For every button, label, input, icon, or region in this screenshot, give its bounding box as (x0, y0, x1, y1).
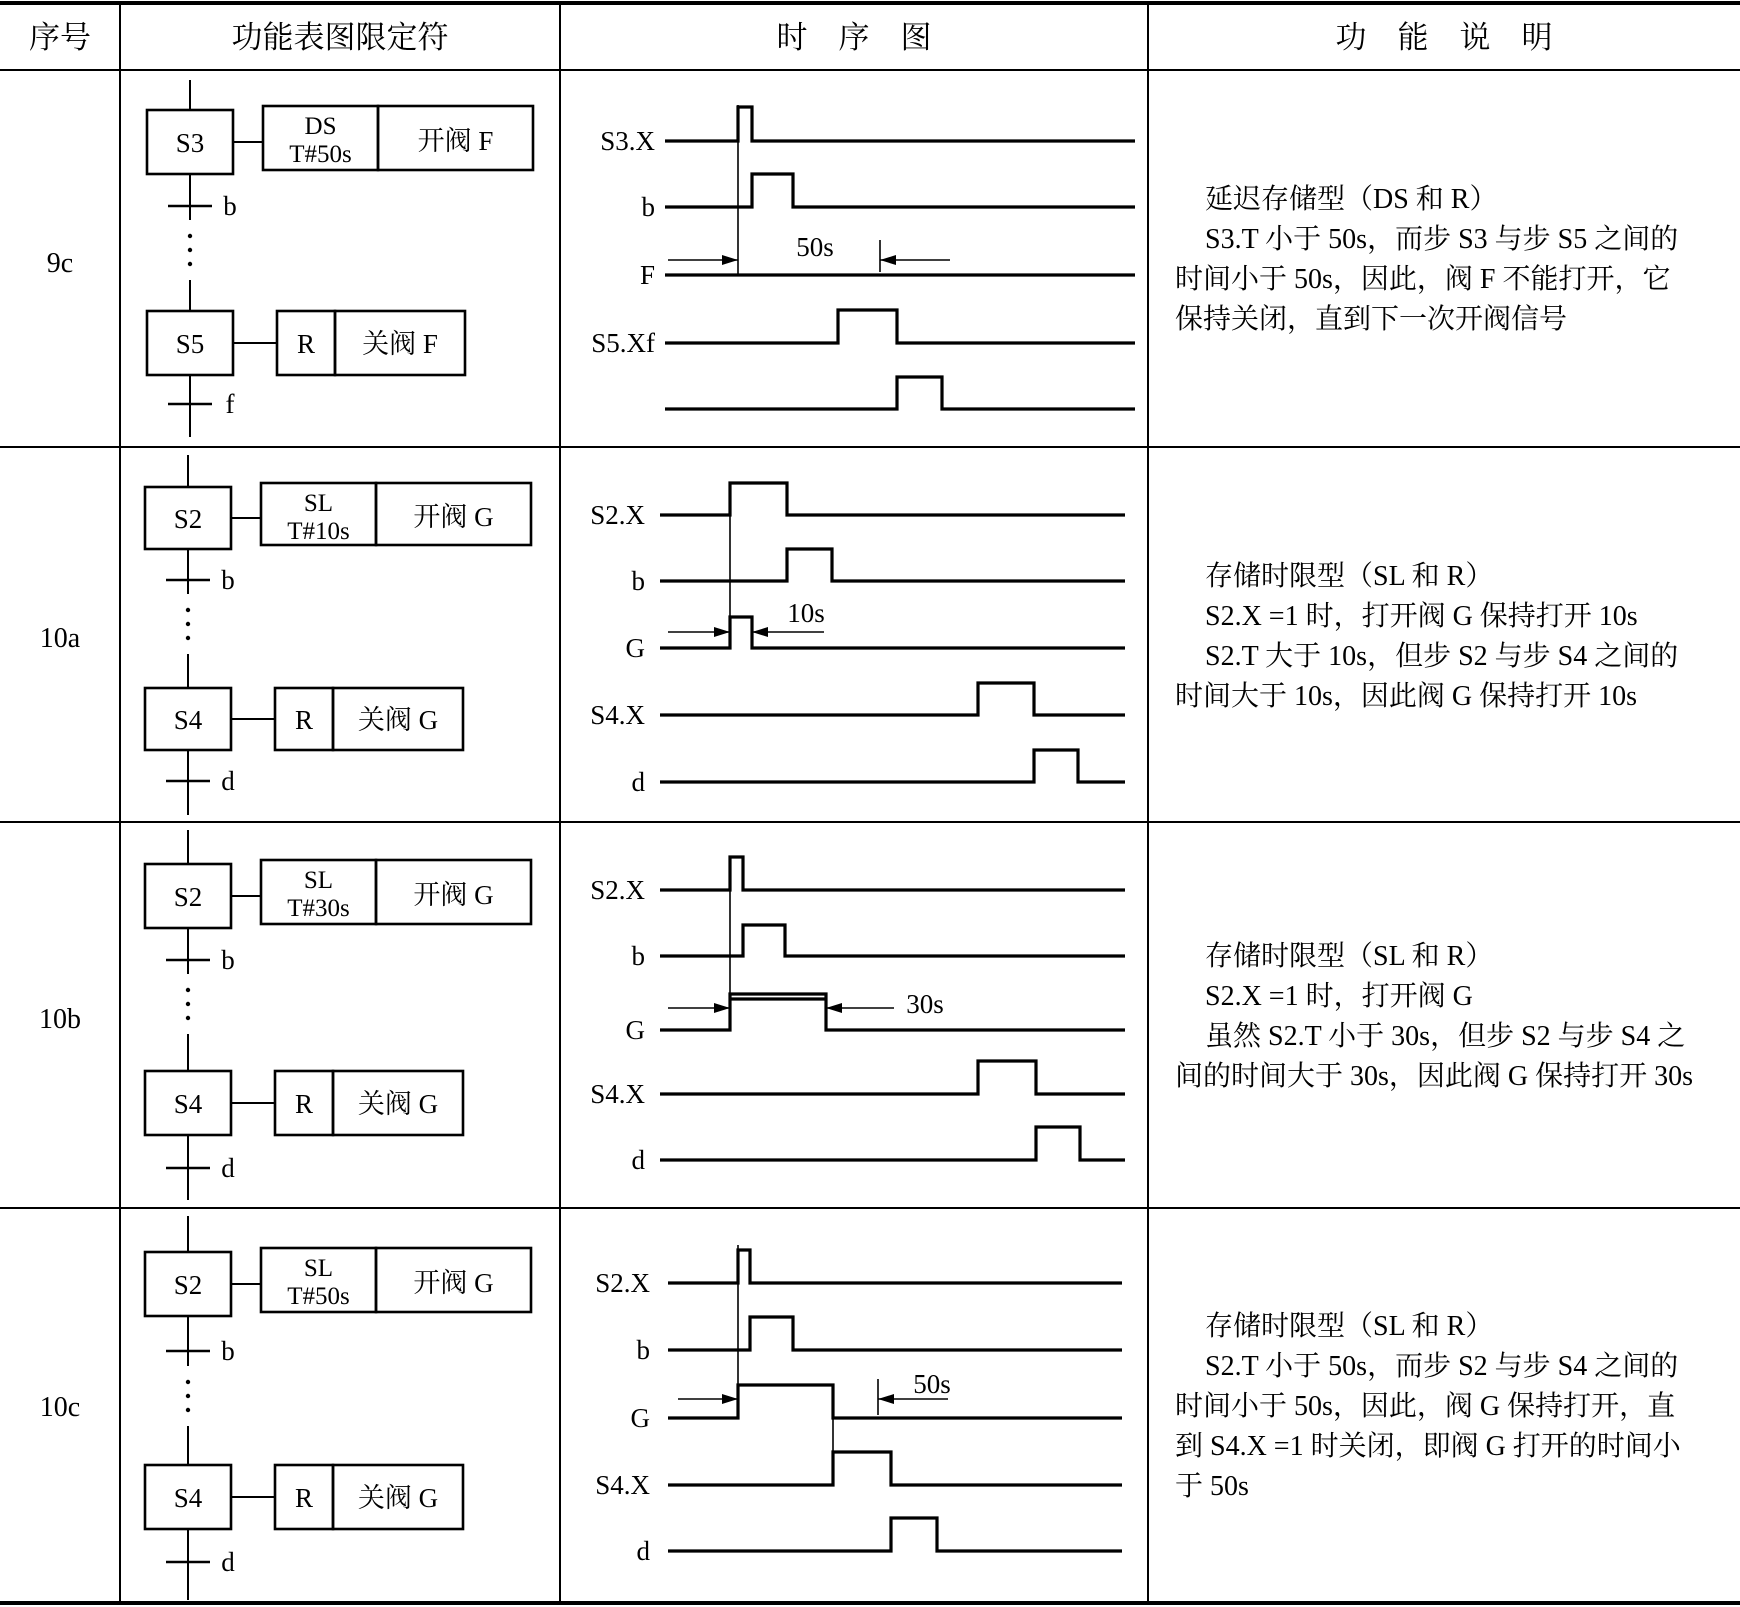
signal-waveform (660, 1061, 1125, 1094)
signal-label: b (631, 566, 645, 596)
transition-label: b (221, 945, 235, 975)
table-header (29, 20, 1553, 55)
signal-waveform (660, 750, 1125, 782)
table-body (39, 80, 1693, 1600)
action-label: 开阀 F (417, 126, 494, 156)
description-line: 存储时限型（SL 和 R） (1205, 941, 1494, 972)
description-line: 保持关闭，直到下一次开阀信号 (1175, 304, 1568, 335)
timing-diagram (595, 1245, 1122, 1566)
description-line: S3.T 小于 50s，而步 S3 与步 S5 之间的 (1205, 224, 1679, 255)
function-description (1175, 1310, 1682, 1502)
arrow-head (880, 255, 896, 265)
table-row (47, 80, 1678, 437)
signal-label: d (631, 767, 645, 797)
signal-waveform (665, 174, 1135, 207)
continuation-dot (188, 248, 192, 252)
time-span-label: 50s (796, 232, 834, 262)
signal-label: S4.X (590, 1079, 645, 1109)
signal-waveform (665, 377, 1135, 409)
signal-label: G (630, 1403, 650, 1433)
function-description (1175, 183, 1678, 335)
description-line: 时间小于 50s，因此，阀 F 不能打开，它 (1175, 264, 1671, 295)
description-line: 虽然 S2.T 小于 30s，但步 S2 与步 S4 之 (1205, 1021, 1686, 1052)
table-row (40, 455, 1678, 815)
signal-waveform (668, 1317, 1122, 1350)
table-row (40, 1216, 1682, 1600)
signal-waveform (660, 683, 1125, 715)
signal-label: d (631, 1145, 645, 1175)
signal-label: S3.X (600, 126, 655, 156)
sfc-diagram (145, 455, 531, 815)
arrow-head (714, 627, 730, 637)
step-label: S5 (175, 329, 205, 359)
timing-diagram (590, 483, 1125, 797)
signal-label: S2.X (590, 500, 645, 530)
qualifier-label: SL (303, 490, 334, 517)
header-no: 序号 (29, 20, 91, 55)
description-line: S2.T 小于 50s，而步 S2 与步 S4 之间的 (1205, 1351, 1679, 1382)
arrow-head (752, 627, 768, 637)
description-line: 到 S4.X =1 时关闭，即阀 G 打开的时间小 (1175, 1431, 1681, 1462)
description-line: S2.T 大于 10s，但步 S2 与步 S4 之间的 (1205, 641, 1679, 672)
action-label: 关阀 G (357, 1089, 439, 1119)
arrow-head (714, 1003, 730, 1013)
description-line: 延迟存储型（DS 和 R） (1205, 184, 1498, 215)
timing-diagram (591, 105, 1135, 409)
continuation-dot (186, 622, 190, 626)
transition-label: b (221, 565, 235, 595)
time-label: T#10s (287, 518, 350, 545)
continuation-dot (186, 1016, 190, 1020)
description-line: 时间小于 50s，因此，阀 G 保持打开，直 (1175, 1391, 1676, 1422)
description-line: S2.X =1 时，打开阀 G (1205, 981, 1473, 1012)
step-label: S3 (175, 128, 205, 158)
transition-label: d (221, 1547, 235, 1577)
transition-label: f (225, 389, 235, 419)
action-label: 开阀 G (413, 1268, 494, 1298)
action-label: 关阀 F (362, 329, 438, 359)
continuation-dot (186, 608, 190, 612)
header-timing: 时 序 图 (776, 20, 932, 55)
signal-label: S5.Xf (591, 328, 655, 358)
step-label: S4 (173, 1089, 203, 1119)
sfc-diagram (147, 80, 533, 437)
signal-label: S4.X (590, 700, 645, 730)
arrow-head (826, 1003, 842, 1013)
arrow-head (722, 255, 738, 265)
step-label: S4 (173, 1483, 203, 1513)
action-label: 关阀 G (357, 705, 439, 735)
timing-diagram (590, 857, 1125, 1175)
function-description (1175, 940, 1693, 1092)
step-label: S2 (173, 882, 203, 912)
header-desc: 功 能 说 明 (1335, 20, 1553, 55)
qualifier-label: R (296, 329, 316, 359)
continuation-dot (186, 1394, 190, 1398)
time-label: T#50s (287, 1283, 350, 1310)
row-number: 10b (39, 1004, 81, 1035)
step-label: S2 (173, 504, 203, 534)
continuation-dot (186, 1380, 190, 1384)
qualifier-label: DS (304, 113, 337, 140)
description-line: 时间大于 10s，因此阀 G 保持打开 10s (1175, 681, 1638, 712)
description-line: 间的时间大于 30s，因此阀 G 保持打开 30s (1175, 1061, 1694, 1092)
time-span-label: 30s (906, 989, 944, 1019)
continuation-dot (188, 262, 192, 266)
description-line: 于 50s (1175, 1471, 1249, 1502)
signal-label: S4.X (595, 1470, 650, 1500)
qualifier-label: R (294, 1483, 314, 1513)
row-number: 10c (39, 1392, 81, 1423)
continuation-dot (186, 636, 190, 640)
continuation-dot (188, 234, 192, 238)
description-line: S2.X =1 时，打开阀 G 保持打开 10s (1205, 601, 1638, 632)
function-description (1175, 560, 1678, 712)
transition-label: d (221, 1153, 235, 1183)
signal-waveform (668, 1518, 1122, 1551)
qualifier-label: SL (303, 1255, 334, 1282)
step-label: S2 (173, 1270, 203, 1300)
transition-label: b (223, 191, 237, 221)
table-row (39, 830, 1693, 1200)
signal-label: b (641, 192, 655, 222)
transition-label: d (221, 766, 235, 796)
qualifier-label: R (294, 1089, 314, 1119)
signal-label: G (625, 633, 645, 663)
signal-waveform (668, 1250, 1122, 1283)
arrow-head (722, 1394, 738, 1404)
description-line: 存储时限型（SL 和 R） (1205, 561, 1494, 592)
time-span-label: 10s (787, 598, 825, 628)
signal-label: F (639, 260, 655, 290)
time-label: T#30s (287, 895, 350, 922)
signal-waveform (668, 1452, 1122, 1485)
signal-label: b (636, 1335, 650, 1365)
signal-waveform (668, 1385, 1122, 1418)
signal-label: d (636, 1536, 650, 1566)
action-label: 关阀 G (357, 1483, 439, 1513)
signal-label: G (625, 1015, 645, 1045)
action-label: 开阀 G (413, 880, 494, 910)
row-number: 9c (46, 248, 74, 279)
description-line: 存储时限型（SL 和 R） (1205, 1311, 1494, 1342)
signal-label: S2.X (590, 875, 645, 905)
step-label: S4 (173, 705, 203, 735)
signal-label: b (631, 941, 645, 971)
row-number: 10a (39, 623, 81, 654)
arrow-head (878, 1394, 894, 1404)
continuation-dot (186, 1408, 190, 1412)
continuation-dot (186, 988, 190, 992)
transition-label: b (221, 1336, 235, 1366)
time-label: T#50s (289, 141, 352, 168)
header-sfc: 功能表图限定符 (231, 20, 449, 55)
signal-waveform (665, 107, 1135, 141)
qualifier-label: SL (303, 867, 334, 894)
action-label: 开阀 G (413, 502, 494, 532)
signal-label: S2.X (595, 1268, 650, 1298)
time-span-label: 50s (913, 1369, 951, 1399)
sfc-diagram (145, 830, 531, 1200)
signal-waveform (665, 310, 1135, 343)
signal-waveform (660, 1127, 1125, 1160)
qualifier-label: R (294, 705, 314, 735)
continuation-dot (186, 1002, 190, 1006)
sfc-diagram (145, 1216, 531, 1600)
